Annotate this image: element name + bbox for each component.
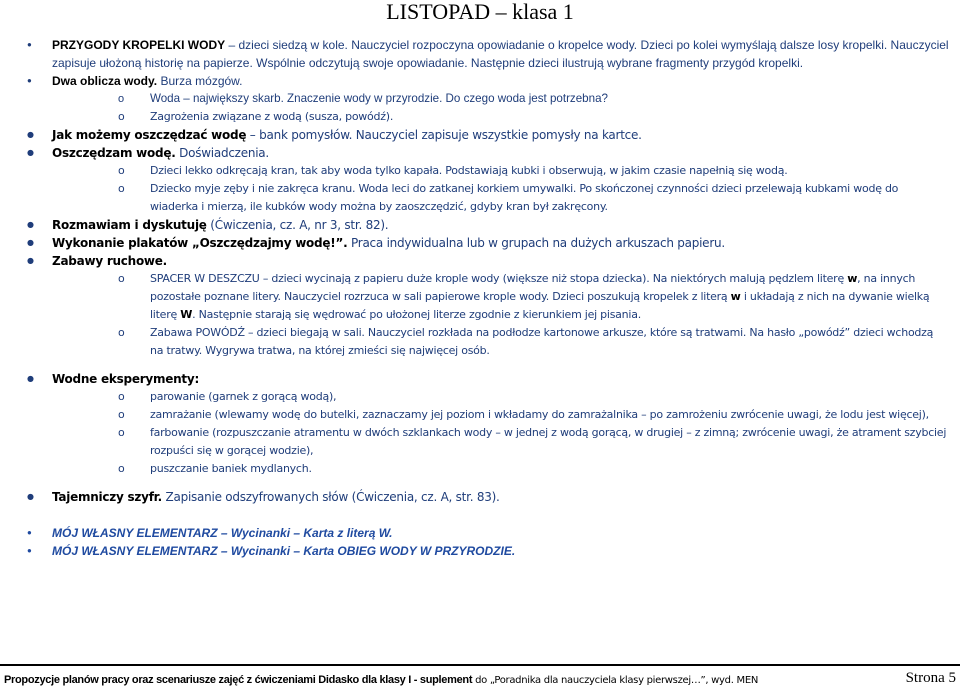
sub-item: o Zagrożenia związane z wodą (susza, powódź). bbox=[52, 108, 954, 126]
list-item-karta-w: ● MÓJ WŁASNY ELEMENTARZ – Wycinanki – Karta z literą W. bbox=[0, 524, 960, 542]
sub-item-powodz: o Zabawa POWÓDŹ – dzieci biegają w sali. Nauczyciel rozkłada na podłodze kartonowe arkusze, które są tratwami. Na hasło „powódź” dzieci wchodzą na tratwy. Wygrywa tratwa, na której zmieści się najwięcej osób. bbox=[52, 324, 954, 360]
footer-divider bbox=[0, 664, 960, 666]
sub-item: o parowanie (garnek z gorącą wodą), bbox=[52, 388, 954, 406]
footer-left-text: Propozycje planów pracy oraz scenariusze zajęć z ćwiczeniami Didasko dla klasy I - suplement bbox=[4, 674, 473, 686]
item-text: – dzieci siedzą w kole. Nauczyciel rozpoczyna opowiadanie o kropelce wody. Dzieci po kolei wymyślają dalsze losy kropelki. Nauczyciel zapisuje ułożoną historię na papierze. Wspólnie odczytują swoje opowiadanie. Następnie dzieci ilustrują wybrane fragmenty przygód kropelki. bbox=[52, 38, 949, 70]
list-item-szyfr bbox=[0, 488, 960, 506]
item-heading: Jak możemy oszczędzać wodę bbox=[52, 128, 247, 142]
item-text: Doświadczenia. bbox=[175, 146, 269, 160]
item-heading: PRZYGODY KROPELKI WODY bbox=[52, 38, 226, 52]
footer-middle-text: do „Poradnika dla nauczyciela klasy pierwszej…”, wyd. MEN bbox=[472, 675, 759, 686]
list-item-dwa-oblicza bbox=[0, 72, 960, 126]
item-heading: Tajemniczy szyfr. bbox=[52, 490, 162, 504]
item-text: – bank pomysłów. Nauczyciel zapisuje wszystkie pomysły na kartce. bbox=[246, 128, 642, 142]
item-heading: Dwa oblicza wody. bbox=[52, 74, 158, 88]
item-heading: Wykonanie plakatów „Oszczędzajmy wodę!”. bbox=[52, 236, 348, 250]
item-heading: Wodne eksperymenty: bbox=[52, 372, 200, 386]
list-item-przygody bbox=[0, 36, 960, 72]
item-heading: Oszczędzam wodę. bbox=[52, 146, 176, 160]
item-heading: Rozmawiam i dyskutuję bbox=[52, 218, 207, 232]
sub-item-spacer: o SPACER W DESZCZU – dzieci wycinają z papieru duże krople wody (większe niż stopa dziecka). Na niektórych malują pędzlem literę w, na innych pozostałe poznane litery. Nauczyciel rozrzuca w sali papierowe krople wody. Dzieci poszukują kropelek z literą w i układają z nich na dywanie wielką literę W. Następnie starają się wędrować po ułożonej literze zgodnie z kierunkiem jej pisania. bbox=[52, 270, 954, 324]
list-item-karta-obieg: ● MÓJ WŁASNY ELEMENTARZ – Wycinanki – Karta OBIEG WODY W PRZYRODZIE. bbox=[0, 542, 960, 560]
page-number: Strona 5 bbox=[905, 670, 956, 686]
page-title: LISTOPAD – klasa 1 bbox=[386, 0, 574, 24]
lesson-plan-content bbox=[0, 36, 960, 560]
list-item-plakaty bbox=[0, 234, 960, 252]
list-item-oszczedzam bbox=[0, 144, 960, 216]
sub-item: o puszczanie baniek mydlanych. bbox=[52, 460, 954, 478]
list-item-oszczedzac bbox=[0, 126, 960, 144]
sub-item: o Dziecko myje zęby i nie zakręca kranu. Woda leci do zatkanej korkiem umywalki. Po skończonej czynności dzieci przelewają kubkami wodę do wiaderka i mierzą, ile kubków wody można by zaoszczędzić, gdyby kran był zakręcony. bbox=[52, 180, 954, 216]
item-text: (Ćwiczenia, cz. A, nr 3, str. 82). bbox=[206, 218, 389, 232]
page-footer bbox=[4, 672, 956, 689]
activity-list bbox=[0, 36, 960, 560]
list-item-zabawy bbox=[0, 252, 960, 360]
sub-item: o zamrażanie (wlewamy wodę do butelki, zaznaczamy jej poziom i wkładamy do zamrażalnika – po zamrożeniu zwrócenie uwagi, że lodu jest więcej), bbox=[52, 406, 954, 424]
sub-item: o Woda – największy skarb. Znaczenie wody w przyrodzie. Do czego woda jest potrzebna? bbox=[52, 90, 954, 108]
list-item-eksperymenty bbox=[0, 370, 960, 478]
item-text: Zapisanie odszyfrowanych słów (Ćwiczenia, cz. A, str. 83). bbox=[161, 490, 500, 504]
item-text: Burza mózgów. bbox=[157, 74, 243, 88]
sub-item: o Dzieci lekko odkręcają kran, tak aby woda tylko kapała. Podstawiają kubki i obserwują, w jakim czasie napełnią się wodą. bbox=[52, 162, 954, 180]
list-item-rozmawiam bbox=[0, 216, 960, 234]
item-text: Praca indywidualna lub w grupach na dużych arkuszach papieru. bbox=[347, 236, 725, 250]
item-heading: Zabawy ruchowe. bbox=[52, 254, 167, 268]
sub-item: o farbowanie (rozpuszczanie atramentu w dwóch szklankach wody – w jednej z wodą gorącą, w drugiej – z zimną; zwrócenie uwagi, że atrament szybciej rozpuści się w gorącej wodzie), bbox=[52, 424, 954, 460]
